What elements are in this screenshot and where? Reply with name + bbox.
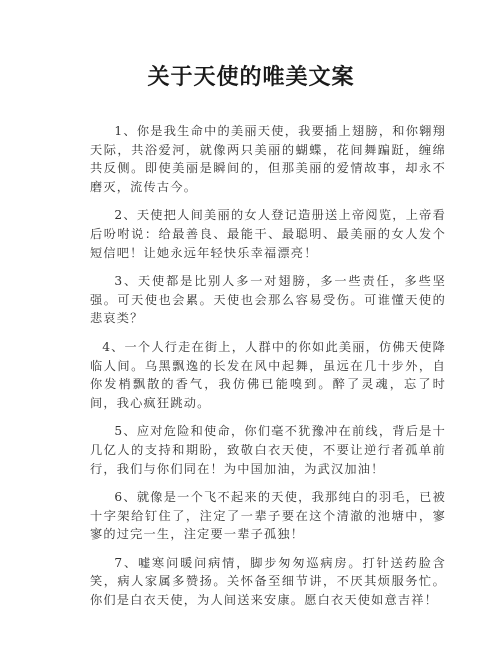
paragraph-2: 2、天使把人间美丽的女人登记造册送上帝阅览，上帝看后吩咐说：给最善良、最能干、最聪明、最美丽的女人发个短信吧！让她永远年轻快乐幸福漂亮！: [90, 208, 446, 260]
paragraph-7: 7、嘘寒问暖问病情，脚步匆匆巡病房。打针送药脸含笑，病人家属多赞扬。关怀备至细节讲，不厌其烦服务忙。你们是白衣天使，为人间送来安康。愿白衣天使如意吉祥！: [90, 555, 446, 608]
paragraph-4: 4、一个人行走在街上，人群中的你如此美丽，仿佛天使降临人间。乌黑飘逸的长发在风中起舞，虽远在几十步外，自你发梢飘散的香气，我仿佛已能嗅到。醉了灵魂，忘了时间，我心疯狂跳动。: [90, 339, 446, 410]
paragraph-1: 1、你是我生命中的美丽天使，我要插上翅膀，和你翱翔天际，共浴爱河，就像两只美丽的蝴蝶，花间舞蹁跹，缠绵共反侧。即使美丽是瞬间的，但那美丽的爱情故事，却永不磨灭，流传古今。: [90, 124, 446, 194]
paragraph-6: 6、就像是一个飞不起来的天使，我那纯白的羽毛，已被十字架给钉住了，注定了一辈子要在这个清澈的池塘中，寥寥的过完一生，注定要一辈子孤独！: [90, 490, 446, 542]
document-title: 关于天使的唯美文案: [147, 65, 355, 90]
paragraph-5: 5、应对危险和使命，你们毫不犹豫冲在前线，背后是十几亿人的支持和期盼，致敬白衣天使，不要让逆行者孤单前行，我们与你们同在！为中国加油，为武汉加油！: [90, 424, 446, 476]
document-body: [90, 122, 446, 620]
paragraph-3: 3、天使都是比别人多一对翅膀，多一些责任，多些坚强。可天使也会累。天使也会那么容易受伤。可谁懂天使的悲哀类？: [90, 274, 446, 326]
